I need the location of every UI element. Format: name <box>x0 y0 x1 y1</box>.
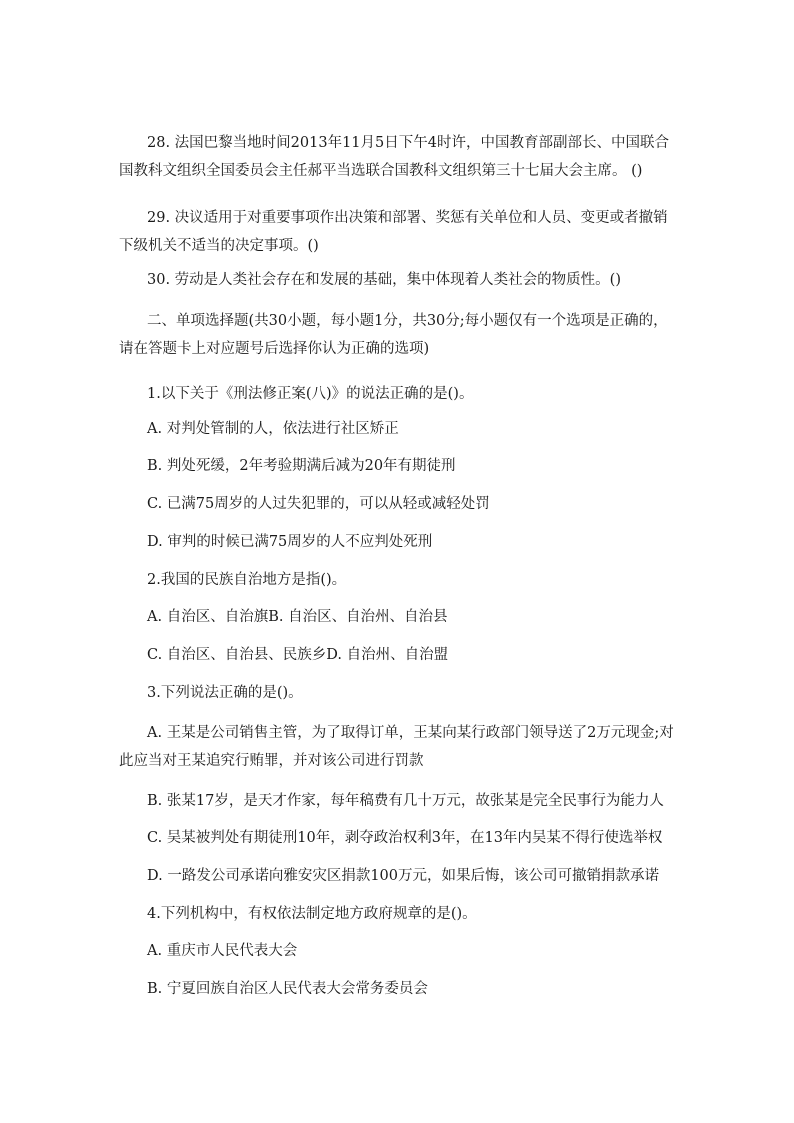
question-1-option-b: B. 判处死缓，2年考验期满后减为20年有期徒刑 <box>147 458 456 474</box>
question-1: 1.以下关于《刑法修正案(八)》的说法正确的是()。 <box>147 386 474 402</box>
question-3-option-c: C. 吴某被判处有期徒刑10年，剥夺政治权利3年，在13年内吴某不得行使选举权 <box>147 830 663 846</box>
question-30: 30. 劳动是人类社会存在和发展的基础，集中体现着人类社会的物质性。() <box>147 272 621 288</box>
question-2-options-ab: A. 自治区、自治旗B. 自治区、自治州、自治县 <box>147 609 448 625</box>
section-heading-single-choice: 二、单项选择题(共30小题，每小题1分，共30分;每小题仅有一个选项是正确的，请在答题卡上对应题号后选择你认为正确的选项) <box>119 313 668 357</box>
question-1-option-d: D. 审判的时候已满75周岁的人不应判处死刑 <box>147 534 433 550</box>
question-28: 28. 法国巴黎当地时间2013年11月5日下午4时许，中国教育部副部长、中国联合国教科文组织全国委员会主任郝平当选联合国教科文组织第三十七届大会主席。 () <box>119 135 669 179</box>
question-2: 2.我国的民族自治地方是指()。 <box>147 572 347 588</box>
question-2-options-cd: C. 自治区、自治县、民族乡D. 自治州、自治盟 <box>147 647 449 663</box>
question-4-option-b: B. 宁夏回族自治区人民代表大会常务委员会 <box>147 981 428 997</box>
question-1-option-c: C. 已满75周岁的人过失犯罪的，可以从轻或减轻处罚 <box>147 496 490 512</box>
question-3-option-d: D. 一路发公司承诺向雅安灾区捐款100万元，如果后悔，该公司可撤销捐款承诺 <box>147 868 659 884</box>
question-29: 29. 决议适用于对重要事项作出决策和部署、奖惩有关单位和人员、变更或者撤销下级机关不适当的决定事项。() <box>119 210 668 254</box>
question-3-option-b: B. 张某17岁，是天才作家，每年稿费有几十万元，故张某是完全民事行为能力人 <box>147 793 664 809</box>
question-3: 3.下列说法正确的是()。 <box>147 685 303 701</box>
question-3-option-a: A. 王某是公司销售主管，为了取得订单，王某向某行政部门领导送了2万元现金;对此应当对王某追究行贿罪，并对该公司进行罚款 <box>119 725 674 769</box>
question-4: 4.下列机构中，有权依法制定地方政府规章的是()。 <box>147 906 477 922</box>
question-4-option-a: A. 重庆市人民代表大会 <box>147 943 298 959</box>
question-1-option-a: A. 对判处管制的人，依法进行社区矫正 <box>147 421 399 437</box>
